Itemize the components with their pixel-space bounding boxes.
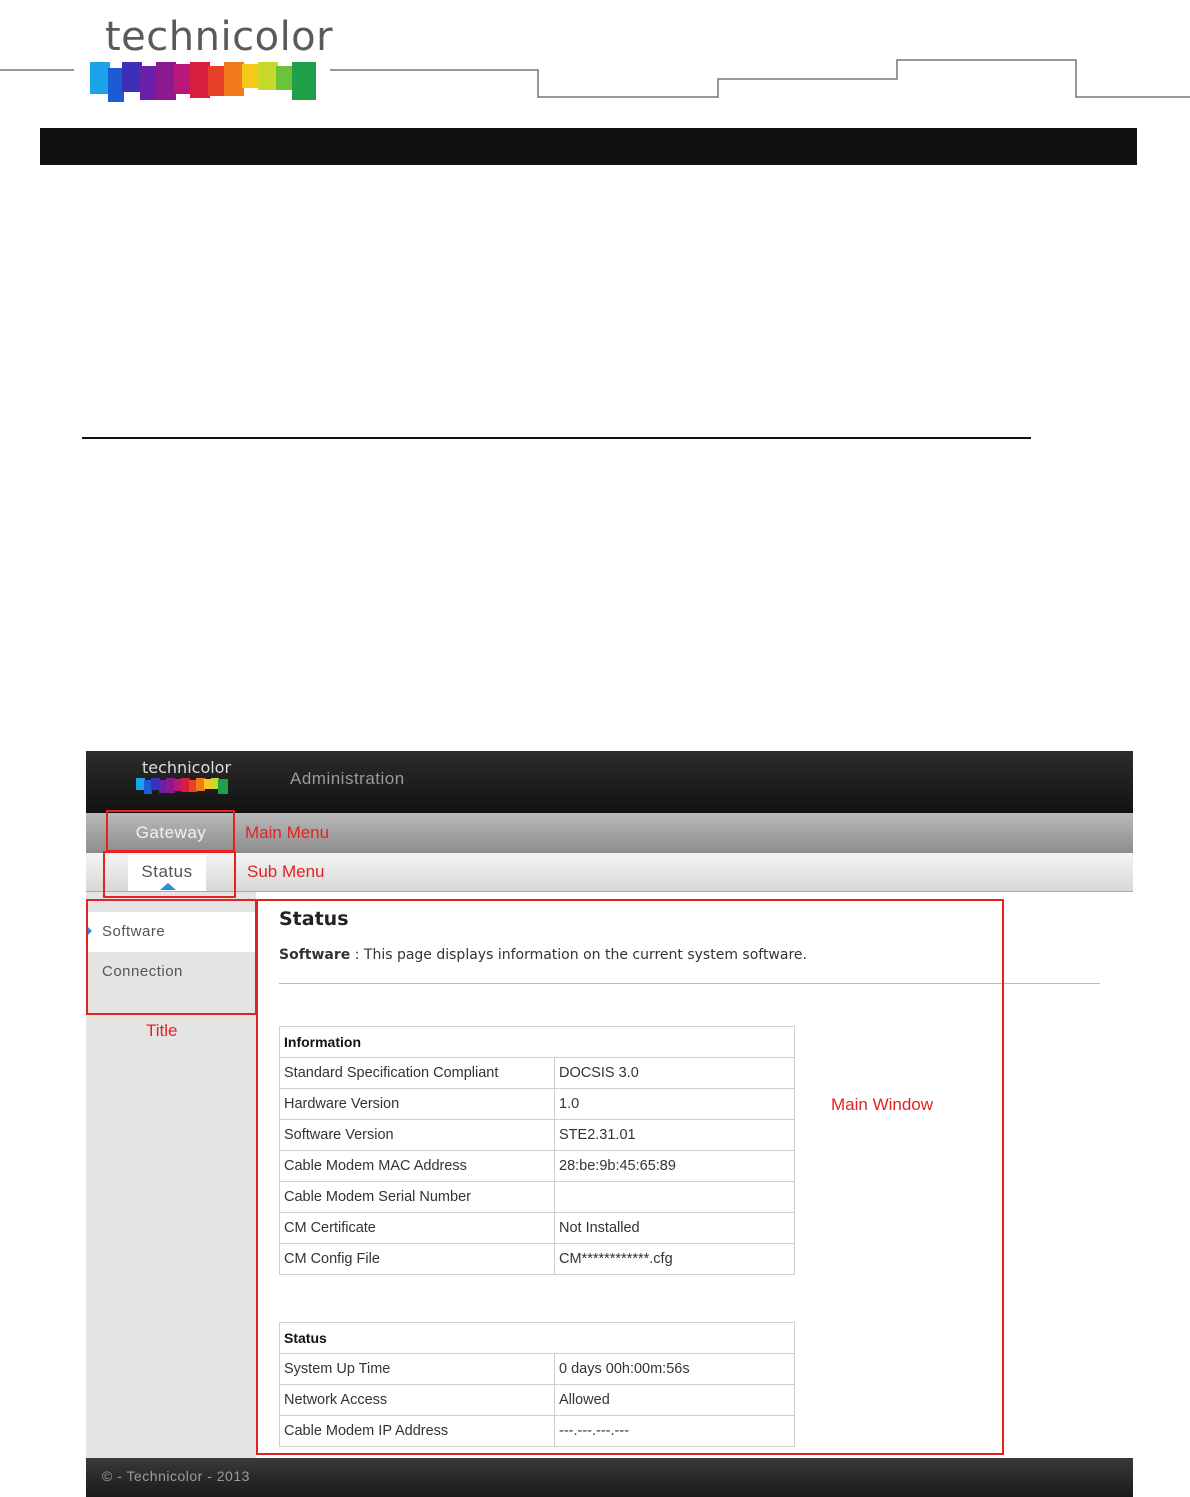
page-title: Status (279, 908, 349, 930)
row-key: CM Certificate (280, 1213, 555, 1244)
table-header: Status (280, 1323, 795, 1354)
row-value: 1.0 (555, 1089, 795, 1120)
app-logo-color-bar (136, 778, 228, 794)
row-value: 0 days 00h:00m:56s (555, 1354, 795, 1385)
sub-menu-annotation-box (103, 851, 236, 898)
row-value: DOCSIS 3.0 (555, 1058, 795, 1089)
main-menu-annotation-box (106, 810, 235, 852)
row-key: System Up Time (280, 1354, 555, 1385)
row-key: Standard Specification Compliant (280, 1058, 555, 1089)
sidebar-item-label: Software (102, 923, 166, 940)
app-header (86, 751, 1133, 813)
row-value: Not Installed (555, 1213, 795, 1244)
table-header: Information (280, 1027, 795, 1058)
row-key: Hardware Version (280, 1089, 555, 1120)
document-divider (82, 437, 1031, 439)
main-menu-item-gateway[interactable]: Gateway (135, 823, 207, 842)
description-text: This page displays information on the current system software. (363, 947, 807, 963)
copyright-text: © - Technicolor - 2013 (102, 1468, 250, 1484)
sidebar-item-label: Connection (102, 963, 183, 980)
sidebar-annotation-box (86, 899, 257, 1015)
document-logo-text: technicolor (105, 14, 334, 60)
main-window-annotation-box (256, 899, 1004, 1455)
document-header-lines (0, 55, 1190, 105)
title-annotation-label: Title (146, 1021, 178, 1040)
sub-menu-item-status[interactable]: Status (128, 855, 206, 891)
main-window-annotation-label: Main Window (831, 1095, 934, 1114)
footer (86, 1458, 1133, 1497)
row-key: Cable Modem Serial Number (280, 1182, 555, 1213)
app-title: Administration (290, 769, 405, 788)
row-key: Cable Modem MAC Address (280, 1151, 555, 1182)
main-menu-annotation-label: Main Menu (245, 823, 330, 842)
row-key: Network Access (280, 1385, 555, 1416)
row-key: Software Version (280, 1120, 555, 1151)
row-value: STE2.31.01 (555, 1120, 795, 1151)
description-label: Software (279, 947, 351, 963)
row-value: Allowed (555, 1385, 795, 1416)
row-key: Cable Modem IP Address (280, 1416, 555, 1447)
router-admin-screenshot (86, 751, 1133, 1497)
row-value: 28:be:9b:45:65:89 (555, 1151, 795, 1182)
document-header-bar (40, 128, 1137, 165)
sub-menu (86, 853, 1133, 892)
row-value: ---.---.---.--- (555, 1416, 795, 1447)
description-separator: : (350, 947, 364, 963)
app-logo-text: technicolor (142, 758, 232, 777)
main-menu (86, 813, 1133, 854)
sub-menu-annotation-label: Sub Menu (247, 862, 325, 881)
row-key: CM Config File (280, 1244, 555, 1275)
row-value: CM************.cfg (555, 1244, 795, 1275)
